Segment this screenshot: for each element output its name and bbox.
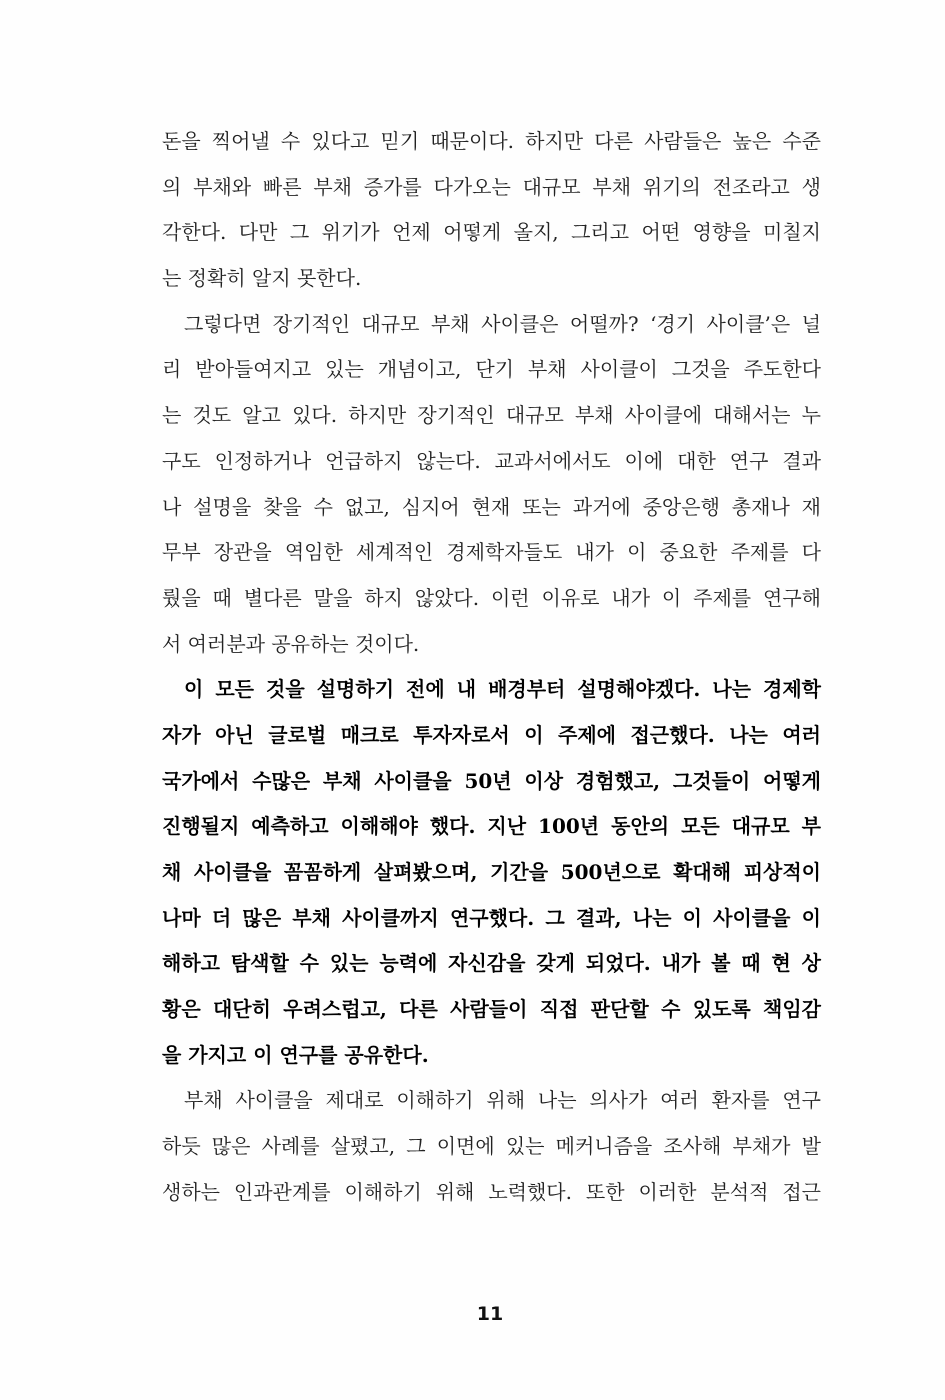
paragraph <box>162 302 821 668</box>
paragraph <box>162 667 821 1078</box>
text-line: 는 정확히 알지 못한다. <box>162 266 362 291</box>
text-line: 는 것도 알고 있다. 하지만 장기적인 대규모 부채 사이클에 대해서는 누 <box>162 403 821 428</box>
text-line: 서 여러분과 공유하는 것이다. <box>162 631 420 656</box>
text-block <box>162 119 821 1216</box>
text-line: 그렇다면 장기적인 대규모 부채 사이클은 어떨까? ‘경기 사이클’은 널 <box>184 311 821 336</box>
paragraph <box>162 119 821 302</box>
text-line: 해하고 탐색할 수 있는 능력에 자신감을 갖게 되었다. 내가 볼 때 현 상 <box>162 951 821 976</box>
text-line: 구도 인정하거나 언급하지 않는다. 교과서에서도 이에 대한 연구 결과 <box>162 448 821 473</box>
text-line: 하듯 많은 사례를 살폈고, 그 이면에 있는 메커니즘을 조사해 부채가 발 <box>162 1134 821 1159</box>
text-line: 나 설명을 찾을 수 없고, 심지어 현재 또는 과거에 중앙은행 총재나 재 <box>162 494 821 519</box>
text-line: 각한다. 다만 그 위기가 언제 어떻게 올지, 그리고 어떤 영향을 미칠지 <box>162 220 821 245</box>
text-line: 국가에서 수많은 부채 사이클을 50년 이상 경험했고, 그것들이 어떻게 <box>162 768 821 793</box>
text-line: 의 부채와 빠른 부채 증가를 다가오는 대규모 부채 위기의 전조라고 생 <box>162 174 821 199</box>
text-line: 생하는 인과관계를 이해하기 위해 노력했다. 또한 이러한 분석적 접근 <box>162 1179 821 1204</box>
text-line: 부채 사이클을 제대로 이해하기 위해 나는 의사가 여러 환자를 연구 <box>184 1088 821 1113</box>
text-line: 무부 장관을 역임한 세계적인 경제학자들도 내가 이 중요한 주제를 다 <box>162 540 821 565</box>
text-line: 채 사이클을 꼼꼼하게 살펴봤으며, 기간을 500년으로 확대해 피상적이 <box>162 860 821 884</box>
text-line: 나마 더 많은 부채 사이클까지 연구했다. 그 결과, 나는 이 사이클을 이 <box>162 905 821 930</box>
text-line: 이 모든 것을 설명하기 전에 내 배경부터 설명해야겠다. 나는 경제학 <box>184 677 821 702</box>
text-line: 리 받아들여지고 있는 개념이고, 단기 부채 사이클이 그것을 주도한다 <box>162 357 821 382</box>
text-line: 진행될지 예측하고 이해해야 했다. 지난 100년 동안의 모든 대규모 부 <box>162 814 821 839</box>
page-number: 11 <box>476 1303 504 1325</box>
text-line: 을 가지고 이 연구를 공유한다. <box>162 1042 429 1067</box>
text-line: 뤘을 때 별다른 말을 하지 않았다. 이런 이유로 내가 이 주제를 연구해 <box>162 585 821 610</box>
paragraph <box>162 1078 821 1215</box>
text-line: 자가 아닌 글로벌 매크로 투자자로서 이 주제에 접근했다. 나는 여러 <box>162 722 821 747</box>
text-line: 황은 대단히 우려스럽고, 다른 사람들이 직접 판단할 수 있도록 책임감 <box>162 997 821 1022</box>
text-line: 돈을 찍어낼 수 있다고 믿기 때문이다. 하지만 다른 사람들은 높은 수준 <box>162 129 821 153</box>
